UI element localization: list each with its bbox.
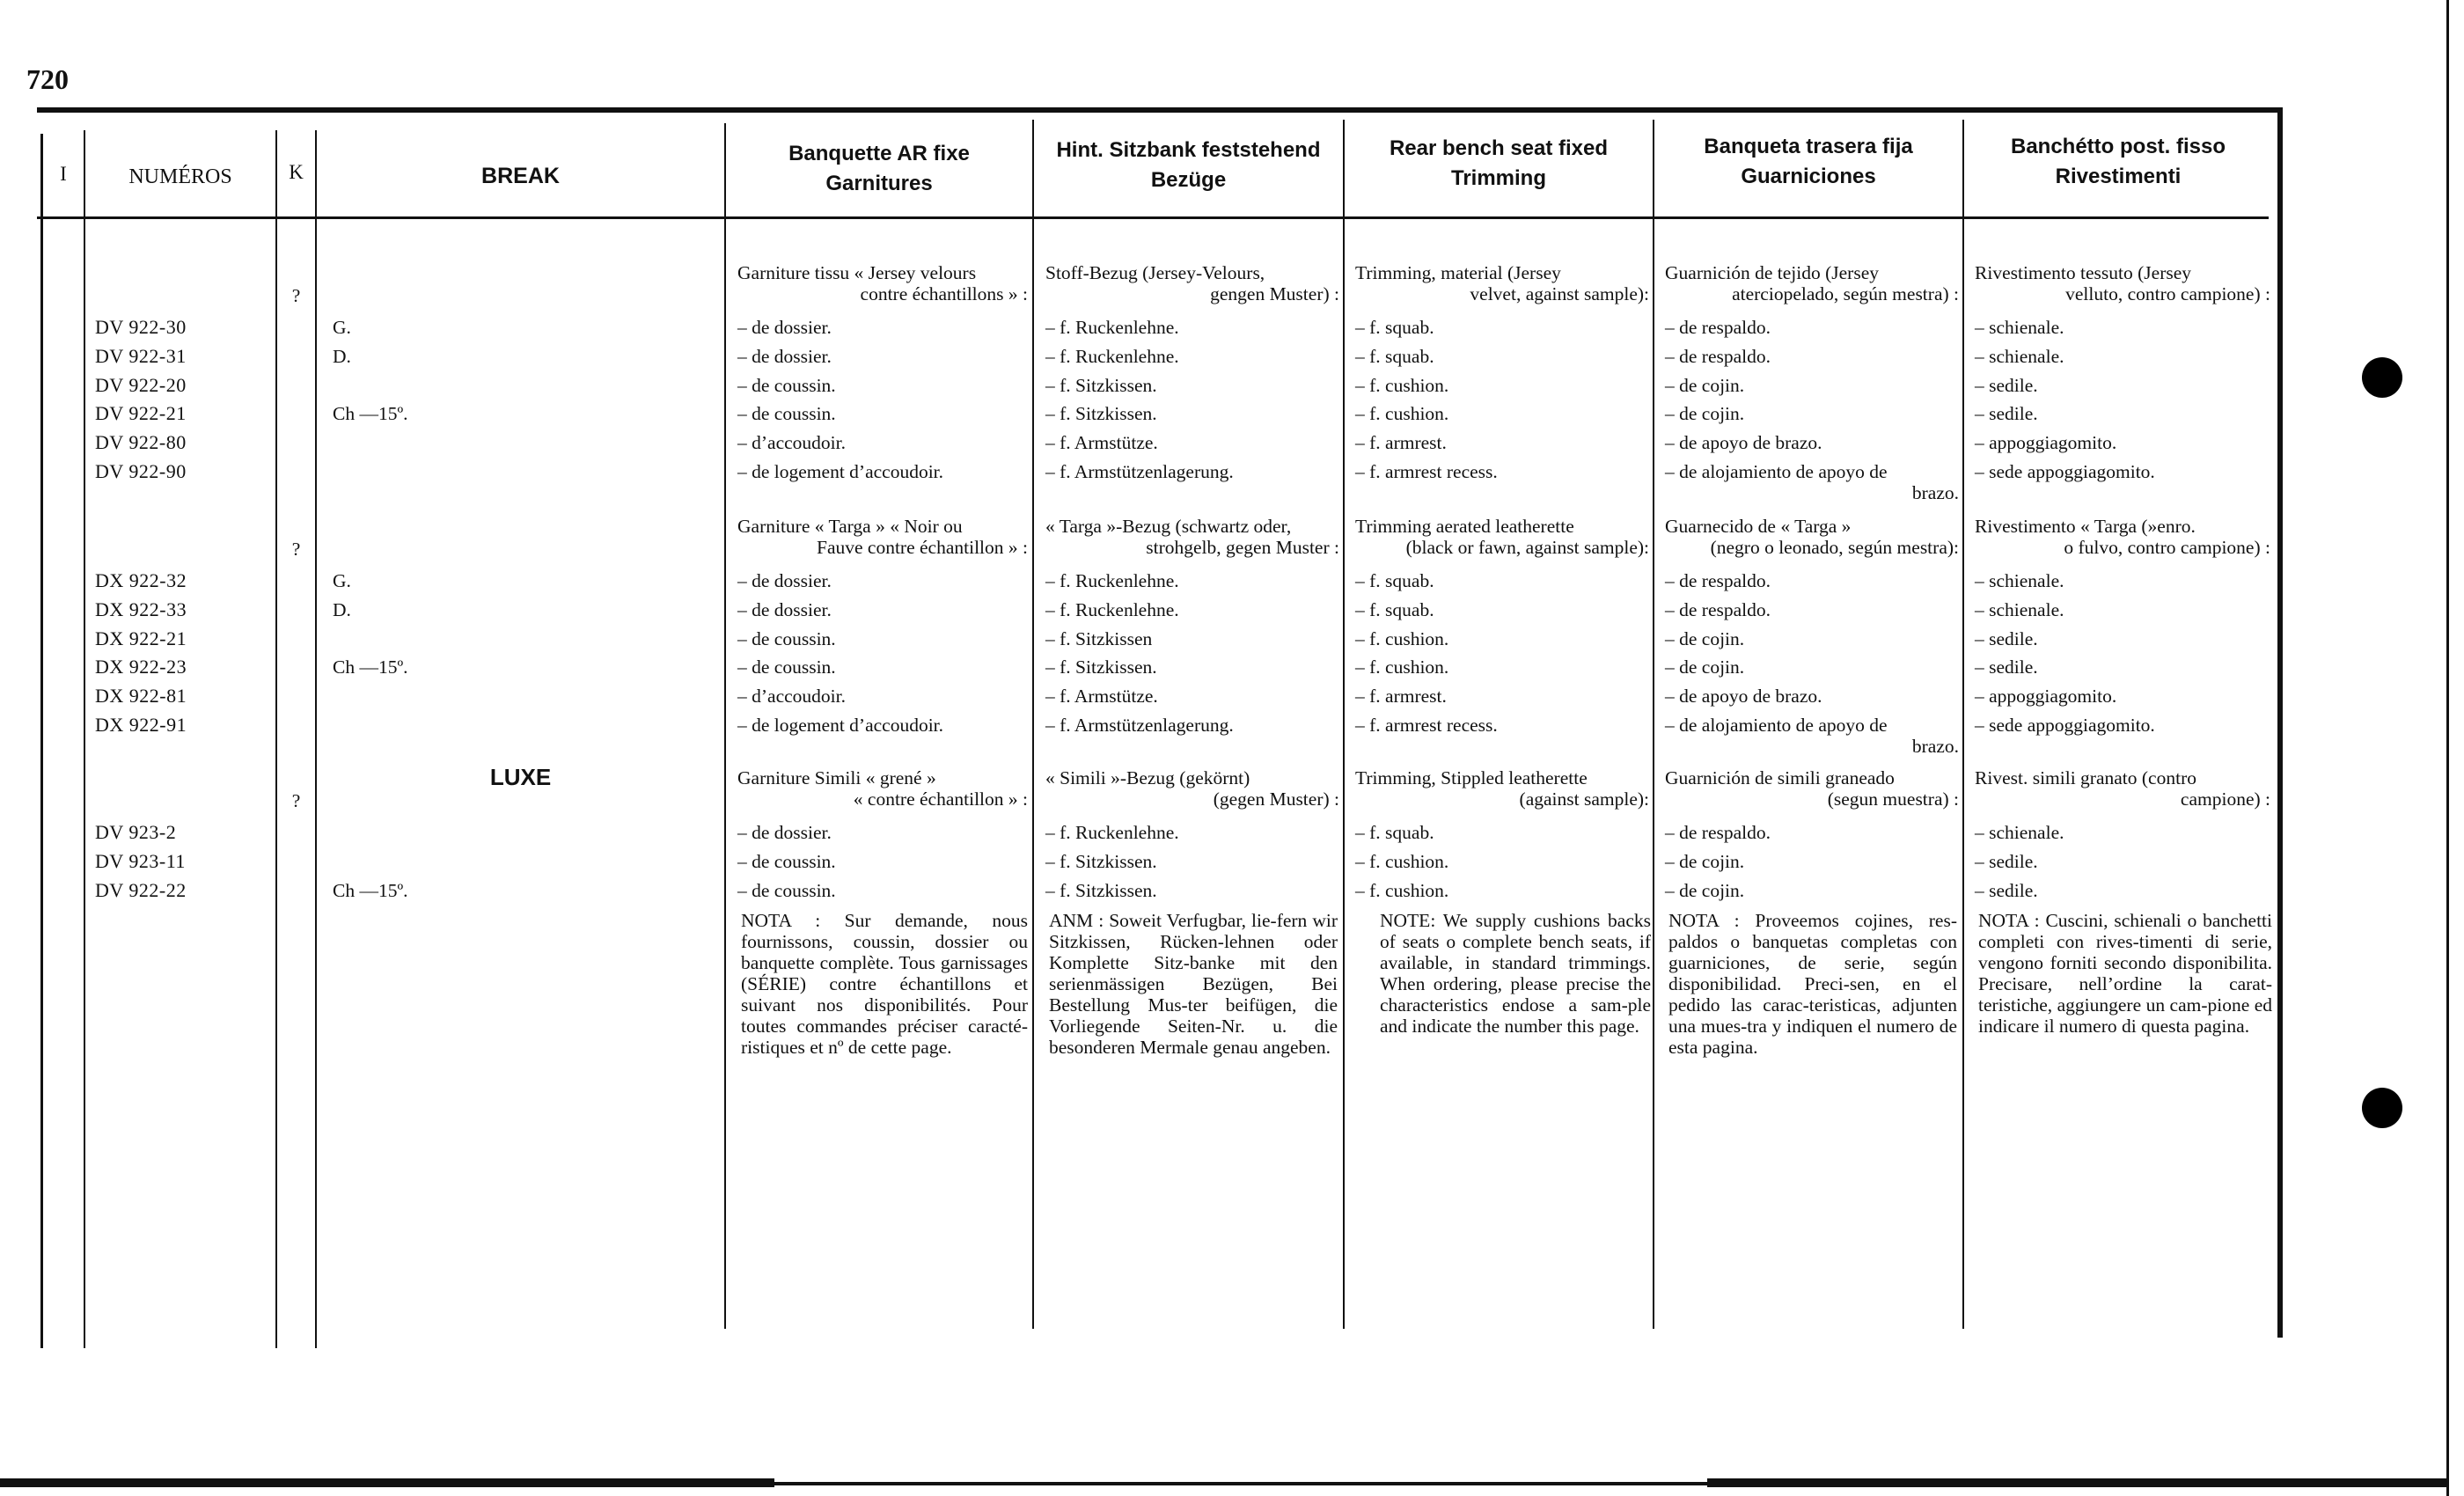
table-row <box>0 429 2288 457</box>
header-it-line2: Rivestimenti <box>2055 165 2182 188</box>
part-number: DX 922-23 <box>95 656 187 678</box>
k-mark: ? <box>291 539 301 560</box>
row-text-it: – sedile. <box>1975 850 2038 872</box>
row-text-es: – de apoyo de brazo. <box>1665 432 1822 454</box>
intro-line: contre échantillons » : <box>860 283 1028 304</box>
note-it: NOTA : Cuscini, schienali o banchetti completi con rives-timenti di serie, vengono forniti secondo disponibilita. Precisare, nell’ordine la carat-teristiche, aggiungere un cam-pione ed indicare il numero di questa pagina. <box>1978 910 2272 1037</box>
intro-line: (gegen Muster) : <box>1213 788 1339 810</box>
row-text-it: – schienale. <box>1975 345 2064 367</box>
row-text-fr: – de logement d’accoudoir. <box>737 461 944 482</box>
intro-line: « contre échantillon » : <box>853 788 1028 810</box>
row-text-en: – f. cushion. <box>1355 403 1449 425</box>
side-note: G. <box>333 317 351 338</box>
side-note: Ch —15º. <box>333 656 408 678</box>
part-number: DX 922-33 <box>95 598 187 620</box>
table-row <box>0 400 2288 428</box>
group-intro-de <box>1045 767 1339 810</box>
row-text-fr: – de coussin. <box>737 879 836 901</box>
table-row <box>0 682 2288 710</box>
row-text-it: – appoggiagomito. <box>1975 686 2117 708</box>
side-note: G. <box>333 570 351 591</box>
part-number: DV 922-30 <box>95 316 187 338</box>
group-intro-es <box>1665 262 1959 304</box>
part-number: DV 922-21 <box>95 402 187 425</box>
row-text-it: – appoggiagomito. <box>1975 432 2117 454</box>
row-text-es-cont: brazo. <box>1911 482 1959 503</box>
intro-line: strohgelb, gegen Muster : <box>1146 537 1339 558</box>
row-text-it: – sede appoggiagomito. <box>1975 715 2155 736</box>
header-col-numeros: NUMÉROS <box>128 165 232 188</box>
group-intro-fr <box>737 767 1028 810</box>
row-text-it: – sedile. <box>1975 403 2038 425</box>
intro-line: velluto, contro campione) : <box>2065 283 2270 304</box>
row-text-es: – de apoyo de brazo. <box>1665 686 1822 708</box>
group-intro-en <box>1355 516 1649 558</box>
intro-line: gengen Muster) : <box>1210 283 1339 304</box>
row-text-en: – f. armrest. <box>1355 686 1447 708</box>
row-text-en: – f. squab. <box>1355 345 1434 367</box>
row-text-it: – schienale. <box>1975 570 2064 591</box>
group-intro-en <box>1355 262 1649 304</box>
part-number: DV 922-20 <box>95 373 187 396</box>
page-number: 720 <box>26 63 69 95</box>
row-text-de: – f. Sitzkissen. <box>1045 656 1157 678</box>
row-text-it: – schienale. <box>1975 598 2064 620</box>
row-text-fr: – de coussin. <box>737 374 836 396</box>
part-number: DX 922-21 <box>95 627 187 649</box>
table-row <box>0 567 2288 595</box>
side-note: Ch —15º. <box>333 403 408 425</box>
part-number: DV 923-2 <box>95 821 177 843</box>
table-row <box>0 653 2288 681</box>
row-text-de: – f. Armstütze. <box>1045 432 1158 454</box>
row-text-fr: – de coussin. <box>737 850 836 872</box>
intro-line: Guarnición de simili graneado <box>1665 767 1895 788</box>
header-en <box>1345 134 1653 194</box>
intro-line: velvet, against sample): <box>1470 283 1649 304</box>
row-text-de: – f. Ruckenlehne. <box>1045 570 1179 591</box>
row-text-en: – f. cushion. <box>1355 879 1449 901</box>
header-it <box>1964 132 2272 192</box>
row-text-es: – de alojamiento de apoyo de <box>1665 461 1888 482</box>
row-text-it: – sedile. <box>1975 656 2038 678</box>
table-row <box>0 371 2288 400</box>
row-text-fr: – de coussin. <box>737 627 836 649</box>
intro-line: (negro o leonado, según mestra): <box>1710 537 1959 558</box>
intro-line: campione) : <box>2180 788 2270 810</box>
row-text-en: – f. cushion. <box>1355 850 1449 872</box>
table-row <box>0 458 2288 503</box>
row-text-es: – de cojin. <box>1665 879 1745 901</box>
part-number: DV 923-11 <box>95 849 186 872</box>
table-row <box>0 313 2288 341</box>
group-intro-fr <box>737 516 1028 558</box>
row-text-es: – de cojin. <box>1665 374 1745 396</box>
intro-line: Rivest. simili granato (contro <box>1975 767 2196 788</box>
row-text-es: – de cojin. <box>1665 850 1745 872</box>
part-number: DV 922-80 <box>95 431 187 454</box>
header-es-line1: Banqueta trasera fija <box>1704 135 1913 158</box>
intro-line: Stoff-Bezug (Jersey-Velours, <box>1045 262 1265 283</box>
row-text-fr: – de dossier. <box>737 598 832 620</box>
row-text-it: – sedile. <box>1975 879 2038 901</box>
header-fr-line1: Banquette AR fixe <box>788 142 970 165</box>
row-text-fr: – de dossier. <box>737 317 832 338</box>
row-text-de: – f. Sitzkissen. <box>1045 403 1157 425</box>
intro-line: « Targa »-Bezug (schwartz oder, <box>1045 516 1292 537</box>
intro-line: aterciopelado, según mestra) : <box>1732 283 1959 304</box>
table-row <box>0 818 2288 847</box>
row-text-de: – f. Ruckenlehne. <box>1045 822 1179 843</box>
table-row <box>0 625 2288 653</box>
table-row <box>0 342 2288 370</box>
header-de-line1: Hint. Sitzbank feststehend <box>1056 138 1321 162</box>
row-text-es: – de respaldo. <box>1665 822 1771 843</box>
header-col-k: K <box>289 161 304 183</box>
side-note: Ch —15º. <box>333 879 408 901</box>
intro-line: Rivestimento « Targa (»enro. <box>1975 516 2196 537</box>
table-row <box>0 711 2288 757</box>
row-text-fr: – de logement d’accoudoir. <box>737 715 944 736</box>
group-intro-fr <box>737 262 1028 304</box>
intro-line: Garniture tissu « Jersey velours <box>737 262 977 283</box>
row-text-en: – f. squab. <box>1355 598 1434 620</box>
part-number: DX 922-81 <box>95 685 187 708</box>
row-text-de: – f. Armstütze. <box>1045 686 1158 708</box>
intro-line: « Simili »-Bezug (gekörnt) <box>1045 767 1250 788</box>
row-text-en: – f. armrest recess. <box>1355 715 1498 736</box>
row-text-it: – sedile. <box>1975 627 2038 649</box>
row-text-en: – f. squab. <box>1355 822 1434 843</box>
header-it-line1: Banchétto post. fisso <box>2010 135 2226 158</box>
row-text-es-cont: brazo. <box>1911 736 1959 757</box>
row-text-en: – f. squab. <box>1355 570 1434 591</box>
header-fr-line2: Garnitures <box>825 172 933 195</box>
row-text-es: – de cojin. <box>1665 627 1745 649</box>
part-number: DX 922-91 <box>95 714 187 736</box>
note-fr: NOTA : Sur demande, nous fournissons, coussin, dossier ou banquette complète. Tous garnissages (SÉRIE) contre échantillons et suivant nos disponibilités. Pour toutes commandes préciser caracté-ristiques et nº de cette page. <box>741 910 1028 1058</box>
row-text-fr: – de coussin. <box>737 403 836 425</box>
row-text-de: – f. Armstützenlagerung. <box>1045 715 1234 736</box>
table-row <box>0 876 2288 905</box>
row-text-fr: – d’accoudoir. <box>737 432 846 454</box>
part-number: DX 922-32 <box>95 569 187 591</box>
row-text-es: – de alojamiento de apoyo de <box>1665 715 1888 736</box>
table-row <box>0 847 2288 876</box>
intro-line: o fulvo, contro campione) : <box>2064 537 2270 558</box>
intro-line: Rivestimento tessuto (Jersey <box>1975 262 2192 283</box>
group-intro-en <box>1355 767 1649 810</box>
row-text-fr: – de dossier. <box>737 345 832 367</box>
row-text-es: – de respaldo. <box>1665 317 1771 338</box>
row-text-en: – f. armrest. <box>1355 432 1447 454</box>
row-text-de: – f. Sitzkissen. <box>1045 850 1157 872</box>
row-text-de: – f. Sitzkissen. <box>1045 374 1157 396</box>
intro-line: Garniture « Targa » « Noir ou <box>737 516 963 537</box>
intro-line: (segun muestra) : <box>1827 788 1959 810</box>
group-intro-de <box>1045 262 1339 304</box>
intro-line: (black or fawn, against sample): <box>1405 537 1649 558</box>
header-de <box>1034 136 1343 195</box>
intro-line: Trimming, material (Jersey <box>1355 262 1561 283</box>
punch-hole <box>2362 357 2402 398</box>
row-text-es: – de respaldo. <box>1665 345 1771 367</box>
row-text-es: – de respaldo. <box>1665 598 1771 620</box>
row-text-it: – sedile. <box>1975 374 2038 396</box>
intro-line: Guarnecido de « Targa » <box>1665 516 1852 537</box>
row-text-de: – f. Ruckenlehne. <box>1045 345 1179 367</box>
intro-line: Garniture Simili « grené » <box>737 767 936 788</box>
k-mark: ? <box>291 285 301 306</box>
group-intro-es <box>1665 767 1959 810</box>
table-row <box>0 596 2288 624</box>
group-intro-it <box>1975 516 2270 558</box>
row-text-es: – de respaldo. <box>1665 570 1771 591</box>
header-de-line2: Bezüge <box>1150 168 1227 192</box>
note-en: NOTE: We supply cushions backs of seats o complete bench seats, if available, in standard trimmings. When ordering, please precise the characteristics endose a sam-ple and indicate the number this page. <box>1380 910 1651 1037</box>
side-note: D. <box>333 598 351 620</box>
row-text-en: – f. squab. <box>1355 317 1434 338</box>
header-en-line1: Rear bench seat fixed <box>1389 136 1609 160</box>
row-text-it: – sede appoggiagomito. <box>1975 461 2155 482</box>
row-text-en: – f. cushion. <box>1355 656 1449 678</box>
side-note: D. <box>333 345 351 367</box>
row-text-de: – f. Sitzkissen <box>1045 627 1153 649</box>
row-text-de: – f. Sitzkissen. <box>1045 879 1157 901</box>
row-text-fr: – d’accoudoir. <box>737 686 846 708</box>
intro-line: (against sample): <box>1519 788 1649 810</box>
group-intro-it <box>1975 767 2270 810</box>
part-number: DV 922-31 <box>95 344 187 367</box>
header-col-break: BREAK <box>481 164 560 188</box>
row-text-it: – schienale. <box>1975 822 2064 843</box>
row-text-it: – schienale. <box>1975 317 2064 338</box>
row-text-es: – de cojin. <box>1665 403 1745 425</box>
header-fr <box>726 139 1032 199</box>
header-col-i: I <box>60 163 67 185</box>
intro-line: Trimming aerated leatherette <box>1355 516 1574 537</box>
header-es-line2: Guarniciones <box>1741 165 1876 188</box>
group-intro-es <box>1665 516 1959 558</box>
part-number: DV 922-90 <box>95 460 187 482</box>
row-text-fr: – de dossier. <box>737 822 832 843</box>
row-text-fr: – de coussin. <box>737 656 836 678</box>
intro-line: Guarnición de tejido (Jersey <box>1665 262 1879 283</box>
header-en-line2: Trimming <box>1450 166 1546 190</box>
header-es <box>1654 132 1962 192</box>
row-text-fr: – de dossier. <box>737 570 832 591</box>
note-es: NOTA : Proveemos cojines, res-paldos o banquetas completas con guarniciones, de serie, según disponibilidad. Preci-sen, en el pedido las carac-teristicas, adjunten una mues-tra y indiquen el numero de esta pagina. <box>1668 910 1957 1058</box>
row-text-de: – f. Armstützenlagerung. <box>1045 461 1234 482</box>
intro-line: Fauve contre échantillon » : <box>816 537 1028 558</box>
row-text-en: – f. cushion. <box>1355 627 1449 649</box>
luxe-label: LUXE <box>489 764 552 790</box>
part-number: DV 922-22 <box>95 878 187 901</box>
punch-hole <box>2362 1088 2402 1128</box>
row-text-de: – f. Ruckenlehne. <box>1045 317 1179 338</box>
row-text-en: – f. cushion. <box>1355 374 1449 396</box>
k-mark: ? <box>291 790 301 811</box>
row-text-es: – de cojin. <box>1665 656 1745 678</box>
group-intro-de <box>1045 516 1339 558</box>
note-de: ANM : Soweit Verfugbar, lie-fern wir Sitzkissen, Rücken-lehnen oder Komplette Sitz-banke mit den serienmässigen Bezügen, Bei Bestellung Mus-ter beifügen, die Vorliegende Seiten-Nr. u. die besonderen Mermale genau angeben. <box>1049 910 1338 1058</box>
group-intro-it <box>1975 262 2270 304</box>
row-text-en: – f. armrest recess. <box>1355 461 1498 482</box>
row-text-de: – f. Ruckenlehne. <box>1045 598 1179 620</box>
intro-line: Trimming, Stippled leatherette <box>1355 767 1588 788</box>
